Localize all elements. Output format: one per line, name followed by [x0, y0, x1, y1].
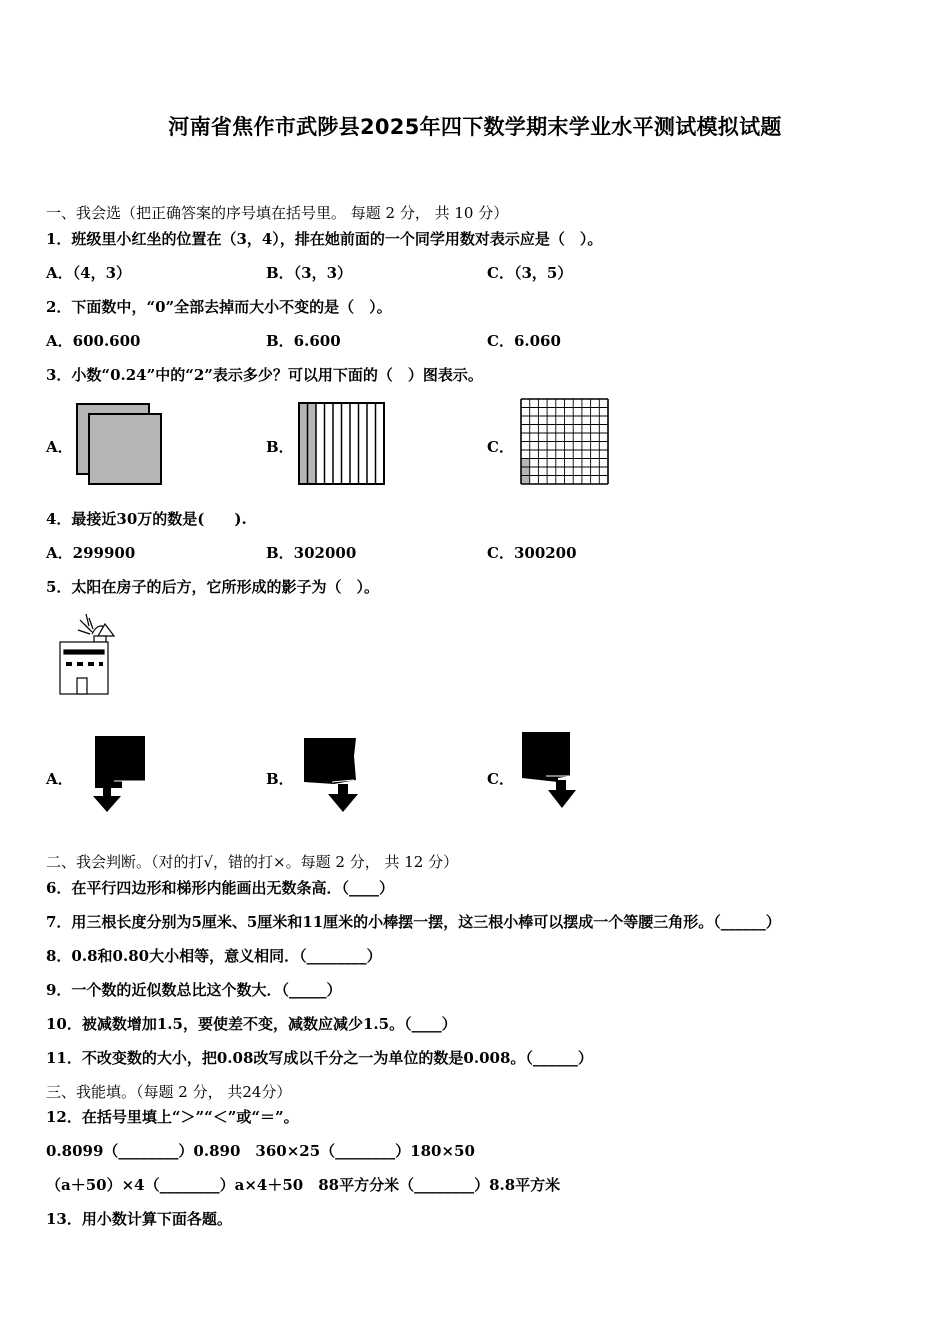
q3-figure-a-squares	[76, 403, 164, 485]
question-8: 8．0.8和0.80大小相等，意义相同．（________）	[46, 947, 382, 965]
q5-option-b: B．	[266, 770, 294, 788]
page-title: 河南省焦作市武陟县2025年四下数学期末学业水平测试模拟试题	[168, 115, 782, 139]
q3-option-b: B．	[266, 438, 294, 456]
question-13: 13．用小数计算下面各题。	[46, 1210, 232, 1228]
section-3-heading: 三、我能填。（每题 2 分， 共24分）	[46, 1083, 292, 1101]
section-2-heading: 二、我会判断。（对的打√，错的打×。每题 2 分， 共 12 分）	[46, 853, 459, 871]
grid-shaded-cells	[521, 459, 530, 485]
question-12: 12．在括号里填上“＞”“＜”或“＝”。	[46, 1108, 299, 1126]
q5-option-a: A．	[46, 770, 73, 788]
q3-figure-c-hundredths	[520, 398, 610, 486]
q12-line-1: 0.8099（________）0.890 360×25（________）180×50	[46, 1142, 475, 1160]
q2-option-b: B．6.600	[266, 332, 341, 350]
question-9: 9．一个数的近似数总比这个数大．（_____）	[46, 981, 342, 999]
q3-option-c: C．	[487, 438, 514, 456]
q12-line-2: （a＋50）×4（________）a×4＋50 88平方分米（________）8.8平方米	[46, 1176, 561, 1194]
q5-shadow-a	[90, 736, 150, 814]
q2-option-c: C．6.060	[487, 332, 561, 350]
section-1-heading: 一、我会选（把正确答案的序号填在括号里。 每题 2 分， 共 10 分）	[46, 204, 509, 222]
question-10: 10．被减数增加1.5，要使差不变，减数应减少1.5。（____）	[46, 1015, 457, 1033]
question-3: 3．小数“0.24”中的“2”表示多少？可以用下面的（ ）图表示。	[46, 366, 483, 384]
question-1: 1．班级里小红坐的位置在（3，4），排在她前面的一个同学用数对表示应是（ ）。	[46, 230, 603, 248]
house-with-sun-illustration	[56, 612, 116, 696]
q2-option-a: A．600.600	[46, 332, 141, 350]
question-2: 2．下面数中，“0”全部去掉而大小不变的是（ ）。	[46, 298, 392, 316]
question-4: 4．最接近30万的数是( ).	[46, 510, 247, 528]
q5-shadow-b	[302, 736, 362, 814]
q4-option-c: C．300200	[487, 544, 577, 562]
q4-option-a: A．299900	[46, 544, 136, 562]
q5-shadow-c	[520, 730, 582, 810]
q1-option-c: C．（3，5）	[487, 264, 573, 282]
question-11: 11．不改变数的大小，把0.08改写成以千分之一为单位的数是0.008。（______）	[46, 1049, 593, 1067]
q3-figure-b-tenths	[298, 402, 386, 486]
question-5: 5．太阳在房子的后方，它所形成的影子为（ ）。	[46, 578, 379, 596]
q5-option-c: C．	[487, 770, 514, 788]
q1-option-a: A．（4，3）	[46, 264, 132, 282]
q4-option-b: B．302000	[266, 544, 357, 562]
question-7: 7．用三根长度分别为5厘米、5厘米和11厘米的小棒摆一摆，这三根小棒可以摆成一个等腰三角形。（______）	[46, 913, 781, 931]
q1-option-b: B．（3，3）	[266, 264, 353, 282]
q3-option-a: A．	[46, 438, 73, 456]
question-6: 6．在平行四边形和梯形内能画出无数条高．（____）	[46, 879, 394, 897]
